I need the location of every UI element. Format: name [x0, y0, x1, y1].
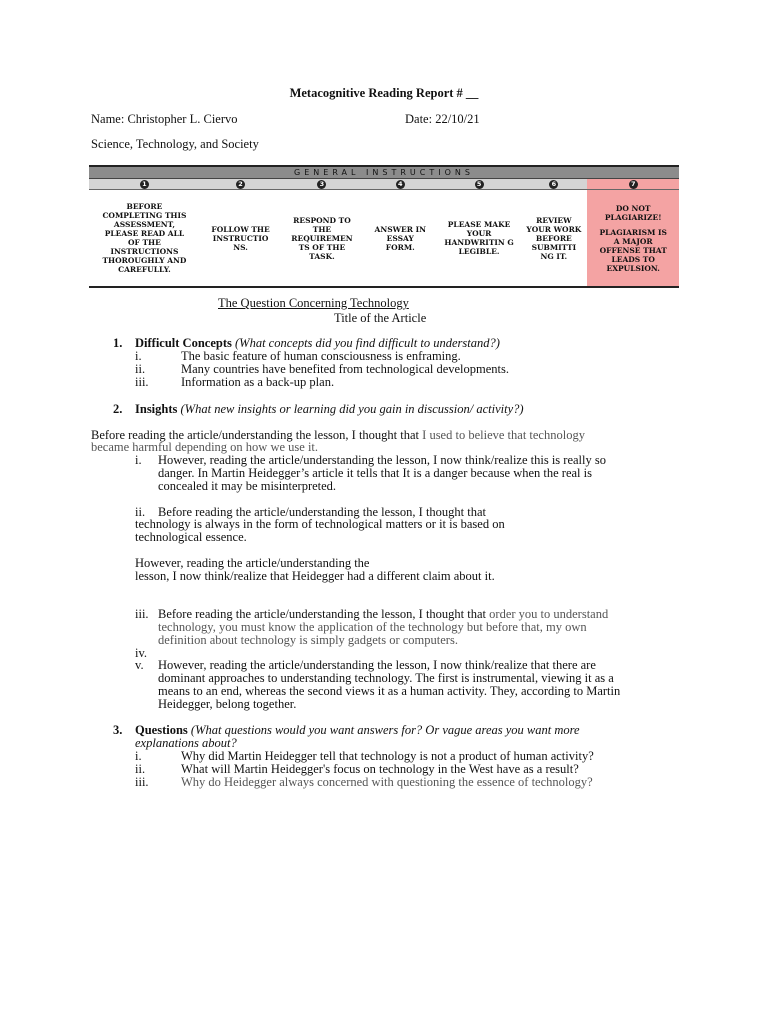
list-item: What will Martin Heidegger's focus on technology in the West have as a result? — [181, 762, 579, 776]
section-3-prompt-line-2: explanations about? — [135, 736, 237, 750]
insight-i-line-2: danger. In Martin Heidegger’s article it tells that It is a danger because when the real is — [158, 466, 592, 480]
list-item-number: iii. — [135, 607, 149, 621]
insight-iii-line-3: definition about technology is simply gadgets or computers. — [158, 633, 458, 647]
instruction-cell-6: REVIEW YOUR WORK BEFORE SUBMITTI NG IT. — [520, 190, 587, 288]
instruction-cell-2: FOLLOW THE INSTRUCTIO NS. — [200, 190, 281, 288]
section-3-prompt: (What questions would you want answers for? Or vague areas you want more — [190, 723, 580, 737]
section-3-heading: Questions (What questions would you want answers for? Or vague areas you want more — [135, 723, 580, 737]
insight-iii-line-1: Before reading the article/understanding the lesson, I thought that order you to understand — [158, 607, 609, 621]
instruction-cell-7: DO NOT PLAGIARIZE! PLAGIARISM IS A MAJOR OFFENSE THAT LEADS TO EXPULSION. — [587, 190, 679, 288]
list-item-number: ii. — [135, 762, 146, 776]
list-item-number: i. — [135, 453, 142, 467]
course-name: Science, Technology, and Society — [91, 137, 259, 151]
section-2-number: 2. — [113, 402, 123, 416]
insights-intro-line-2: became harmful depending on how we use it. — [91, 440, 319, 454]
general-instructions-table — [89, 165, 679, 288]
number-6-badge: 6 — [549, 180, 558, 189]
insight-v-line-4: Heidegger, belong together. — [158, 697, 297, 711]
instructions-header: GENERAL INSTRUCTIONS — [89, 166, 679, 179]
instruction-cell-1: BEFORE COMPLETING THIS ASSESSMENT, PLEASE READ ALL OF THE INSTRUCTIONS THOROUGHLY AND CAREFULLY. — [89, 190, 200, 288]
instruction-cell-5: PLEASE MAKE YOUR HANDWRITIN G LEGIBLE. — [438, 190, 520, 288]
section-1-heading: Difficult Concepts (What concepts did you find difficult to understand?) — [135, 336, 500, 350]
number-1-badge: 1 — [140, 180, 149, 189]
list-item-number: iii. — [135, 375, 149, 389]
student-name: Name: Christopher L. Ciervo — [91, 112, 238, 126]
number-7-badge: 7 — [629, 180, 638, 189]
list-item-number: i. — [135, 349, 142, 363]
insight-ii-line-2: technology is always in the form of technological matters or it is based on — [135, 517, 505, 531]
section-1-prompt: (What concepts did you find difficult to understand?) — [235, 336, 500, 350]
insight-iii-line-2: technology, you must know the application of the technology but before that, my own — [158, 620, 587, 634]
report-title: Metacognitive Reading Report # __ — [289, 86, 479, 100]
article-title: The Question Concerning Technology — [218, 296, 409, 310]
article-caption: Title of the Article — [334, 311, 427, 325]
list-item: Why do Heidegger always concerned with questioning the essence of technology? — [181, 775, 593, 789]
insight-ii-line-1: Before reading the article/understanding the lesson, I thought that — [158, 505, 487, 519]
instruction-cell-4: ANSWER IN ESSAY FORM. — [363, 190, 438, 288]
list-item-number: v. — [135, 658, 144, 672]
section-3-number: 3. — [113, 723, 123, 737]
insight-v-line-2: dominant approaches to understanding technology. The first is instrumental, viewing it as a — [158, 671, 614, 685]
list-item: Many countries have benefited from technological developments. — [181, 362, 510, 376]
list-item: Why did Martin Heidegger tell that technology is not a product of human activity? — [181, 749, 594, 763]
list-item-number: ii. — [135, 362, 146, 376]
list-item: The basic feature of human consciousness is enframing. — [181, 349, 461, 363]
number-3-badge: 3 — [317, 180, 326, 189]
instruction-cell-3: RESPOND TO THE REQUIREMEN TS OF THE TASK. — [281, 190, 362, 288]
insight-i-line-1: However, reading the article/understanding the lesson, I now think/realize this is really so — [158, 453, 606, 467]
insight-ii-line-3: technological essence. — [135, 530, 247, 544]
number-4-badge: 4 — [396, 180, 405, 189]
report-date: Date: 22/10/21 — [405, 112, 480, 126]
insight-i-line-3: concealed it may be misinterpreted. — [158, 479, 337, 493]
insight-v-line-3: means to an end, whereas the second views it as a human activity. They, according to Martin — [158, 684, 621, 698]
list-item-number: i. — [135, 749, 142, 763]
list-item-number: iii. — [135, 775, 149, 789]
list-item-number: iv. — [135, 646, 148, 660]
insight-however-line-1: However, reading the article/understanding the — [135, 556, 370, 570]
number-5-badge: 5 — [475, 180, 484, 189]
number-2-badge: 2 — [236, 180, 245, 189]
section-2-heading: Insights (What new insights or learning did you gain in discussion/ activity?) — [135, 402, 524, 416]
insights-intro: Before reading the article/understanding the lesson, I thought that I used to believe that technology — [91, 428, 585, 442]
list-item-number: ii. — [135, 505, 146, 519]
list-item: Information as a back-up plan. — [181, 375, 335, 389]
insight-v-line-1: However, reading the article/understanding the lesson, I now think/realize that there are — [158, 658, 596, 672]
section-2-prompt: (What new insights or learning did you gain in discussion/ activity?) — [180, 402, 524, 416]
insight-however-line-2: lesson, I now think/realize that Heidegger had a different claim about it. — [135, 569, 495, 583]
section-1-number: 1. — [113, 336, 123, 350]
